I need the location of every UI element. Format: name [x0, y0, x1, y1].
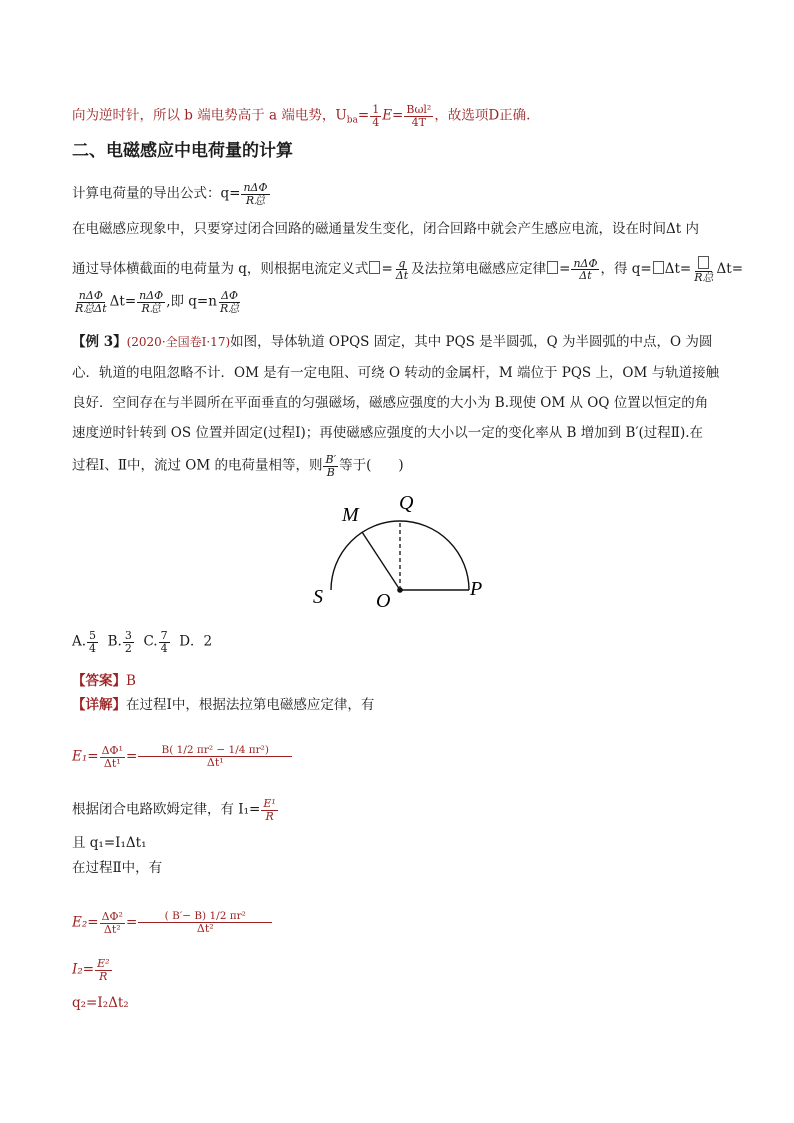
placeholder-glyph: [547, 261, 558, 274]
ohm-law-line: [72, 798, 279, 822]
para1-line3: [72, 290, 242, 314]
frac-num: Bωl²: [406, 103, 432, 116]
para1-text: 通过导体横截面的电荷量为 q，则根据电流定义式: [72, 261, 369, 278]
example-line3: 良好．空间存在与半圆所在平面垂直的匀强磁场，磁感应强度的大小为 B.现使 OM 从 OQ 位置以恒定的角: [72, 395, 709, 411]
conclusion-text: 向为逆时针，所以 b 端电势高于 a 端电势，U: [72, 107, 347, 124]
e2-fraction-2: [138, 911, 272, 935]
process2-line: 在过程Ⅱ中，有: [72, 860, 163, 876]
e2-lhs: E₂=: [72, 914, 99, 931]
E-equals: E=: [382, 107, 404, 124]
detail-tag: 【详解】: [72, 697, 126, 713]
option-a-fraction: [87, 630, 98, 654]
frac-num: B′: [325, 453, 337, 466]
frac-num: B( 1/2 πr² − 1/4 πr²): [138, 745, 292, 757]
example-text: 等于( ): [339, 457, 404, 474]
fraction-bprime-b: [323, 454, 338, 478]
fraction-ndphi-rdt: [73, 290, 109, 314]
subscript-ba: ba: [346, 115, 358, 126]
frac-num: 3: [124, 629, 132, 642]
example-source: (2020·全国卷Ⅰ·17): [126, 335, 231, 349]
option-d: D．2: [179, 633, 213, 650]
placeholder-glyph: [698, 256, 709, 269]
example-text: 如图，导体轨道 OPQS 固定，其中 PQS 是半圆弧，Q 为半圆弧的中点，O 为圆: [230, 334, 713, 350]
para1-line2: [72, 256, 743, 283]
para1-line1: 在电磁感应现象中，只要穿过闭合回路的磁通量发生变化，闭合回路中就会产生感应电流，设在时间Δt 内: [72, 221, 699, 237]
section-title: 二、电磁感应中电荷量的计算: [72, 141, 293, 161]
frac-den: R总: [694, 270, 714, 284]
formula-intro: [72, 182, 271, 206]
ohm-fraction: [261, 798, 277, 822]
frac-num: 5: [89, 629, 97, 642]
equals: =: [559, 261, 571, 278]
frac-den: R总: [219, 301, 240, 315]
options-line: [72, 630, 212, 654]
i2-line: [72, 958, 113, 982]
label-S: S: [313, 586, 323, 608]
answer-line: [72, 675, 136, 689]
frac-num: nΔΦ: [243, 181, 268, 194]
e1-fraction-1: [100, 745, 125, 769]
frac-num: ( B′− B) 1/2 πr²: [138, 911, 272, 923]
q2-line: q₂=I₂Δt₂: [72, 995, 129, 1011]
frac-num: 1: [372, 103, 380, 116]
frac-num: [695, 256, 712, 272]
option-c-fraction: [159, 630, 170, 654]
frac-den: 4: [89, 641, 97, 655]
fraction-q-dt: [394, 258, 410, 282]
frac-den: R总: [245, 193, 266, 207]
frac-num: nΔΦ: [573, 256, 598, 270]
frac-den: Δt: [579, 269, 592, 283]
e1-fraction-2: [138, 745, 292, 769]
fraction-bwl: [404, 104, 433, 128]
fraction-mark-r: [692, 256, 715, 283]
rod-OM: [362, 532, 400, 590]
frac-num: ΔΦ¹: [101, 744, 123, 757]
frac-den: Δt²: [196, 922, 214, 936]
frac-den: Δt¹: [206, 756, 224, 770]
frac-num: nΔΦ: [78, 289, 103, 302]
frac-den: R总Δt: [75, 301, 107, 315]
frac-den: 4: [160, 641, 168, 655]
frac-num: nΔΦ: [139, 289, 164, 302]
option-c-label: C.: [143, 633, 158, 650]
label-Q: Q: [399, 492, 414, 514]
para1-text: ,即 q=n: [166, 293, 217, 310]
label-O: O: [376, 590, 391, 612]
frac-num: E¹: [263, 797, 276, 810]
frac-den: R: [99, 969, 108, 983]
label-M: M: [342, 504, 359, 526]
fraction-ndphi-dt: [571, 258, 599, 282]
fraction-dphi-r: [218, 290, 241, 314]
detail-intro: 在过程Ⅰ中，根据法拉第电磁感应定律，有: [126, 697, 375, 713]
frac-num: E²: [97, 957, 110, 970]
conclusion-suffix: ，故选项D正确.: [434, 107, 531, 124]
para1-text: Δt=: [664, 261, 692, 278]
example-line4: 速度逆时针转到 OS 位置并固定(过程Ⅰ)；再使磁感应强度的大小以一定的变化率从 B 增加到 B′(过程Ⅱ).在: [72, 425, 704, 441]
frac-den: Δt¹: [103, 756, 121, 770]
frac-num: ΔΦ: [221, 289, 239, 302]
e2-fraction-1: [100, 911, 125, 935]
answer-tag: 【答案】: [72, 673, 126, 689]
example-line5: [72, 454, 404, 478]
e1-equation: [72, 745, 293, 769]
equals: =: [357, 107, 370, 124]
semicircle-diagram: [300, 485, 500, 615]
i2-fraction: [95, 958, 111, 982]
label-P: P: [470, 578, 483, 600]
equals: =: [125, 748, 138, 765]
equals: =: [125, 914, 138, 931]
para1-text: Δt=: [109, 293, 137, 310]
formula-label: 计算电荷量的导出公式：q=: [72, 185, 241, 202]
conclusion-line: [72, 104, 530, 128]
frac-num: q: [398, 256, 406, 270]
detail-intro-line: [72, 699, 374, 713]
option-a-label: A.: [72, 633, 87, 650]
answer-value: B: [126, 673, 136, 689]
fraction-quarter: [370, 104, 381, 128]
frac-den: Δt²: [103, 922, 121, 936]
e2-equation: [72, 911, 273, 935]
para1-text: ，得 q=: [600, 261, 652, 278]
frac-den: Δt: [395, 269, 409, 283]
placeholder-glyph: [369, 261, 380, 274]
frac-num: 7: [160, 629, 168, 642]
e1-lhs: E₁=: [72, 748, 99, 765]
frac-den: R总: [141, 301, 161, 315]
ohm-text: 根据闭合电路欧姆定律，有 I₁=: [72, 801, 261, 818]
para1-text: Δt=: [716, 261, 744, 278]
i2-lhs: I₂=: [72, 961, 95, 978]
frac-num: ΔΦ²: [101, 910, 123, 923]
placeholder-glyph: [653, 261, 664, 274]
point-O: [397, 587, 403, 593]
example-line2: 心．轨道的电阻忽略不计．OM 是有一定电阻、可绕 O 转动的金属杆，M 端位于 PQS 上，OM 与轨道接触: [72, 365, 720, 381]
fraction-ndphi-r: [137, 290, 165, 314]
example-tag: 【例 3】: [72, 334, 127, 350]
frac-den: 4: [372, 115, 380, 129]
equals: =: [381, 261, 393, 278]
option-b-label: B.: [107, 633, 122, 650]
para1-text: 及法拉第电磁感应定律: [411, 261, 547, 278]
frac-den: R: [265, 809, 274, 823]
formula-fraction: [241, 182, 269, 206]
q1-line: 且 q₁=I₁Δt₁: [72, 835, 147, 851]
option-b-fraction: [123, 630, 134, 654]
frac-den: 2: [124, 641, 132, 655]
example-text: 过程Ⅰ、Ⅱ中，流过 OM 的电荷量相等，则: [72, 457, 323, 474]
frac-den: B: [326, 465, 335, 479]
frac-den: 4T: [411, 115, 427, 129]
example-line1: [72, 336, 712, 350]
